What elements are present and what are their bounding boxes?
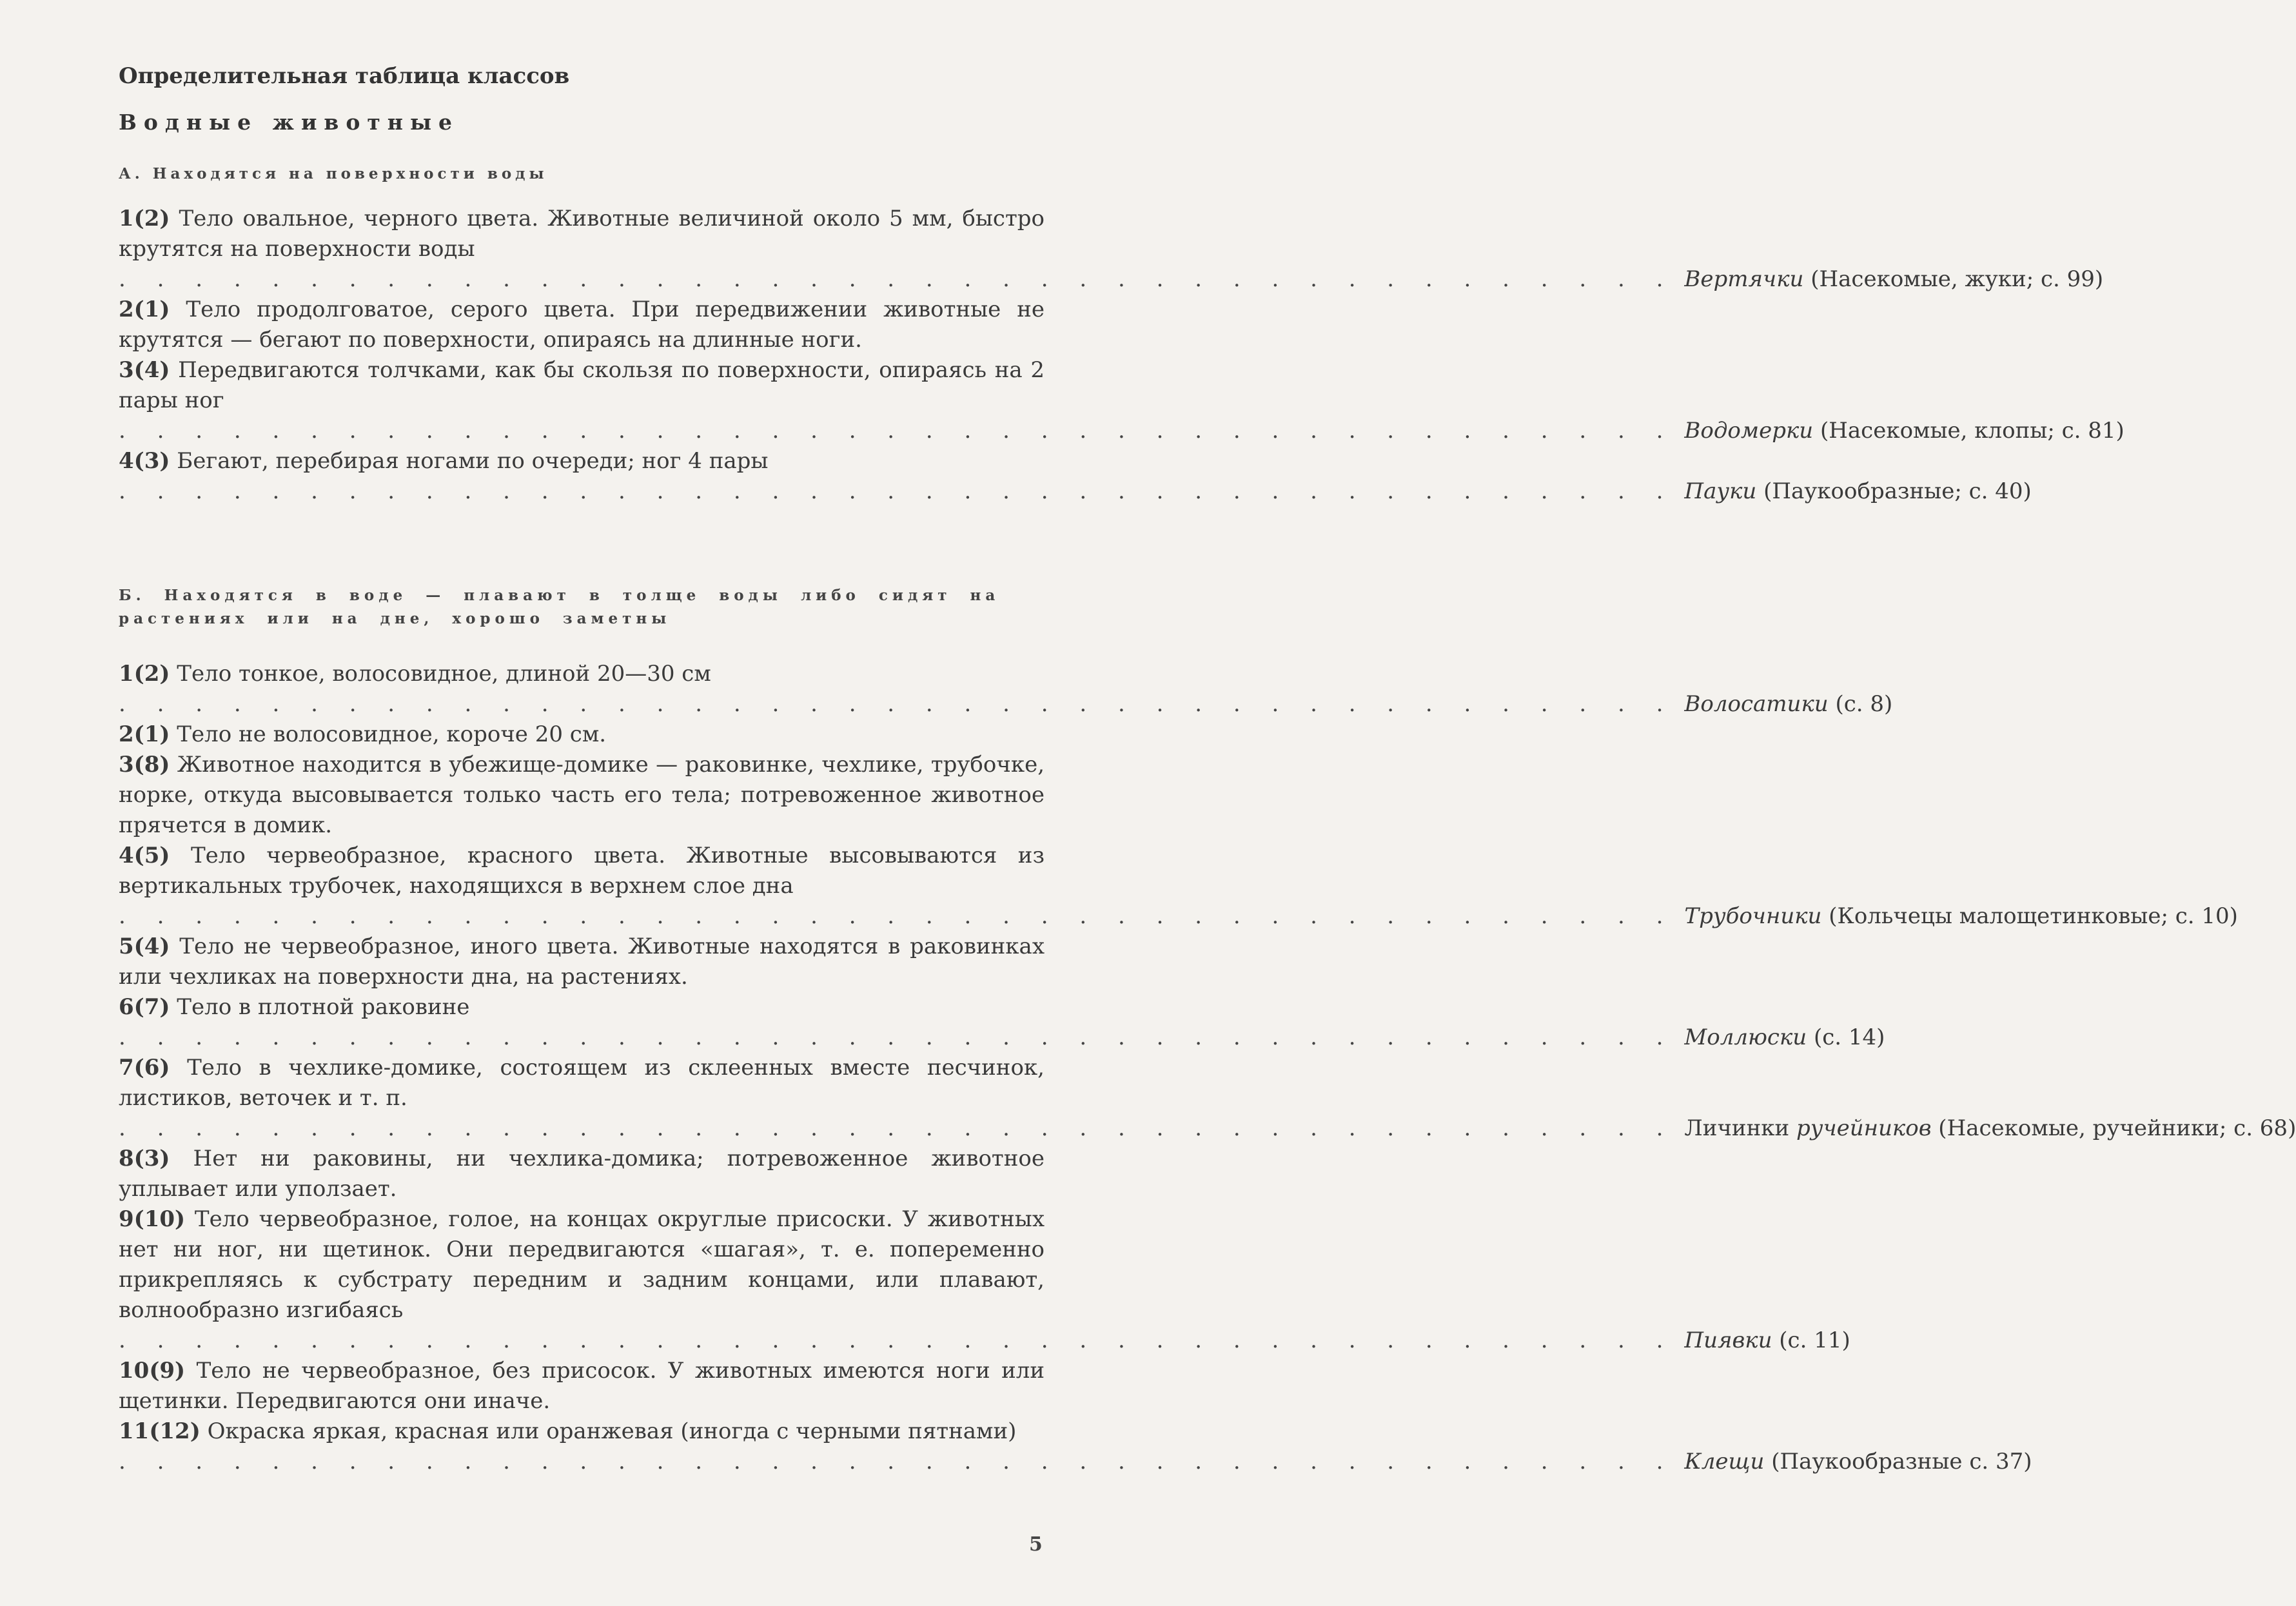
entry-text: Животное находится в убежище-домике — раковинке, чехлике, трубочке, норке, откуда высовывается только часть его тела; потревоженное животное прячется в домик. xyxy=(119,752,1045,838)
entry-number: 3(8) xyxy=(119,752,170,778)
taxon-prefix: Личинки xyxy=(1684,1115,1796,1141)
key-entry xyxy=(119,1356,1045,1416)
key-entry xyxy=(119,1144,1045,1204)
entry-text: Тело овальное, черного цвета. Животные величиной около 5 мм, быстро крутятся на поверхности воды xyxy=(119,206,1045,262)
key-entry xyxy=(119,659,1045,689)
key-entry xyxy=(119,1416,1045,1447)
entry-number: 4(5) xyxy=(119,843,170,868)
section-a-entries xyxy=(119,204,2124,507)
dot-leader: . . . . . . . . . . . . . . . . . . . . . . . . . . . . . . . . . . . . . . . . . xyxy=(119,266,1676,292)
entry-result xyxy=(119,264,2104,295)
taxon-ref: (с. 8) xyxy=(1828,691,1893,717)
taxon-name: Водомерки xyxy=(1684,418,1814,444)
dot-leader: . . . . . . . . . . . . . . . . . . . . . . . . . . . . . . . . . . . . . . . . . xyxy=(119,903,1676,929)
key-entry xyxy=(119,295,1045,355)
dot-leader: . . . . . . . . . . . . . . . . . . . . . . . . . . . . . . . . . . . . . . . . . xyxy=(119,478,1676,504)
entry-result xyxy=(119,1447,2032,1477)
taxon-ref: (Насекомые, клопы; с. 81) xyxy=(1813,418,2124,444)
entry-number: 8(3) xyxy=(119,1146,170,1171)
entry-text: Передвигаются толчками, как бы скользя по поверхности, опираясь на 2 пары ног xyxy=(119,357,1045,413)
entry-number: 11(12) xyxy=(119,1418,201,1444)
dot-leader: . . . . . . . . . . . . . . . . . . . . . . . . . . . . . . . . . . . . . . . . . xyxy=(119,1115,1676,1141)
key-entry xyxy=(119,204,1045,264)
entry-text: Тело не волосовидное, короче 20 см. xyxy=(170,721,607,747)
dot-leader: . . . . . . . . . . . . . . . . . . . . . . . . . . . . . . . . . . . . . . . . . xyxy=(119,691,1676,717)
entry-result xyxy=(119,416,2124,446)
entry-result xyxy=(119,476,2032,507)
entry-number: 5(4) xyxy=(119,934,170,959)
section-a-heading: А. Находятся на поверхности воды xyxy=(119,165,548,182)
entry-number: 4(3) xyxy=(119,448,170,474)
taxon-name: ручейников xyxy=(1796,1115,1932,1141)
entry-number: 9(10) xyxy=(119,1206,186,1232)
entry-number: 2(1) xyxy=(119,721,170,747)
entry-text: Тело тонкое, волосовидное, длиной 20—30 см xyxy=(170,661,711,687)
taxon-ref: (с. 14) xyxy=(1807,1024,1885,1050)
dot-leader: . . . . . . . . . . . . . . . . . . . . . . . . . . . . . . . . . . . . . . . . . xyxy=(119,1327,1676,1353)
taxon-ref: (Паукообразные с. 37) xyxy=(1764,1449,2032,1474)
taxon-name: Моллюски xyxy=(1684,1024,1807,1050)
entry-number: 1(2) xyxy=(119,206,170,231)
taxon-name: Пиявки xyxy=(1684,1327,1772,1353)
taxon-ref: (с. 11) xyxy=(1772,1327,1850,1353)
taxon-name: Пауки xyxy=(1684,478,1757,504)
key-entry xyxy=(119,1204,1045,1326)
entry-text: Тело продолговатое, серого цвета. При передвижении животные не крутятся — бегают по поверхности, опираясь на длинные ноги. xyxy=(119,297,1045,353)
entry-result xyxy=(119,901,2238,932)
subtitle: Водные животные xyxy=(119,110,460,135)
page xyxy=(119,62,2296,1477)
dot-leader: . . . . . . . . . . . . . . . . . . . . . . . . . . . . . . . . . . . . . . . . . xyxy=(119,418,1676,444)
entry-text: Тело в плотной раковине xyxy=(170,994,470,1020)
taxon-name: Трубочники xyxy=(1684,903,1822,929)
entry-text: Тело червеобразное, голое, на концах округлые присоски. У животных нет ни ног, ни щетинок. Они передвигаются «шагая», т. е. попеременно прикрепляясь к субстрату передним и задним концами, или плавают, волнообразно изгибаясь xyxy=(119,1206,1045,1323)
entry-number: 10(9) xyxy=(119,1358,186,1384)
entry-text: Тело в чехлике-домике, состоящем из склеенных вместе песчинок, листиков, веточек и т. п. xyxy=(119,1055,1045,1111)
key-entry xyxy=(119,446,1045,476)
key-entry xyxy=(119,750,1045,841)
key-entry xyxy=(119,932,1045,992)
page-title: Определительная таблица классов xyxy=(119,63,570,89)
taxon-name: Вертячки xyxy=(1684,266,1804,292)
entry-result xyxy=(119,1326,1850,1356)
taxon-ref: (Кольчецы малощетинковые; с. 10) xyxy=(1821,903,2238,929)
taxon-name: Клещи xyxy=(1684,1449,1765,1474)
key-entry xyxy=(119,992,1045,1023)
taxon-name: Волосатики xyxy=(1684,691,1829,717)
section-b-entries xyxy=(119,659,2296,1477)
entry-text: Бегают, перебирая ногами по очереди; ног 4 пары xyxy=(170,448,769,474)
entry-text: Тело не червеобразное, иного цвета. Животные находятся в раковинках или чехликах на поверхности дна, на растениях. xyxy=(119,934,1045,990)
entry-result xyxy=(119,1113,2296,1144)
dot-leader: . . . . . . . . . . . . . . . . . . . . . . . . . . . . . . . . . . . . . . . . . xyxy=(119,1449,1676,1474)
entry-text: Нет ни раковины, ни чехлика-домика; потревоженное животное уплывает или уползает. xyxy=(119,1146,1045,1202)
entry-number: 2(1) xyxy=(119,297,170,322)
dot-leader: . . . . . . . . . . . . . . . . . . . . . . . . . . . . . . . . . . . . . . . . . xyxy=(119,1024,1676,1050)
key-entry xyxy=(119,355,1045,416)
entry-number: 3(4) xyxy=(119,357,170,383)
page-number: 5 xyxy=(1029,1533,1043,1556)
entry-number: 6(7) xyxy=(119,994,170,1020)
section-b-heading: Б. Находятся в воде — плавают в толще воды либо сидят на растениях или на дне, хорошо заметны xyxy=(119,587,1000,627)
entry-text: Тело не червеобразное, без присосок. У животных имеются ноги или щетинки. Передвигаются они иначе. xyxy=(119,1358,1045,1414)
entry-number: 1(2) xyxy=(119,661,170,687)
entry-result xyxy=(119,689,1893,720)
entry-number: 7(6) xyxy=(119,1055,170,1081)
key-entry xyxy=(119,1053,1045,1113)
entry-text: Окраска яркая, красная или оранжевая (иногда с черными пятнами) xyxy=(200,1418,1017,1444)
taxon-ref: (Паукообразные; с. 40) xyxy=(1756,478,2032,504)
entry-text: Тело червеобразное, красного цвета. Животные высовываются из вертикальных трубочек, находящихся в верхнем слое дна xyxy=(119,843,1045,899)
taxon-ref: (Насекомые, ручейники; с. 68) xyxy=(1931,1115,2296,1141)
key-entry xyxy=(119,841,1045,901)
taxon-ref: (Насекомые, жуки; с. 99) xyxy=(1803,266,2104,292)
entry-result xyxy=(119,1023,1885,1053)
key-entry xyxy=(119,720,1045,750)
